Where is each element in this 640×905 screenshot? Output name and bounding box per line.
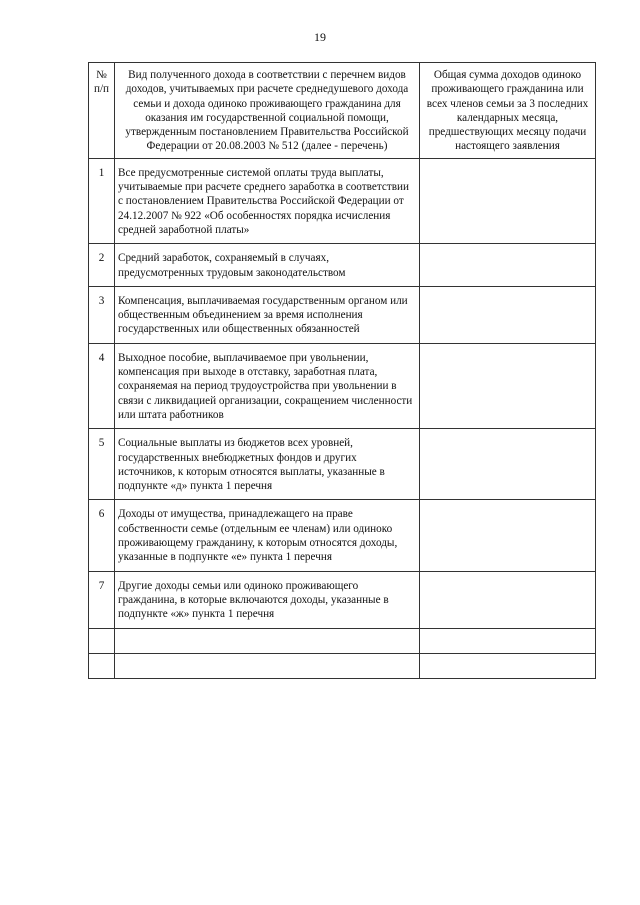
row-number: 4 [89,343,115,428]
row-number: 3 [89,286,115,343]
row-description: Доходы от имущества, принадлежащего на праве собственности семье (отдельным ее членам) или одиноко проживающему гражданину, к которым относятся доходы, указанные в подпункте «е» пункта 1 перечня [115,500,420,571]
page-number: 19 [314,30,326,44]
row-amount-cell[interactable] [420,571,596,628]
row-description: Социальные выплаты из бюджетов всех уровней, государственных внебюджетных фондов и других источников, к которым относятся выплаты, указанные в подпункте «д» пункта 1 перечня [115,429,420,500]
row-number: 7 [89,571,115,628]
row-description: Средний заработок, сохраняемый в случаях, предусмотренных трудовым законодательством [115,244,420,287]
row-description: Другие доходы семьи или одиноко проживающего гражданина, в которые включаются доходы, указанные в подпункте «ж» пункта 1 перечня [115,571,420,628]
row-amount-cell[interactable] [420,628,596,653]
table-row [89,571,596,628]
row-amount-cell[interactable] [420,244,596,287]
table-header-row [89,63,596,159]
header-number: № п/п [89,63,115,159]
table-row [89,500,596,571]
table-row [89,286,596,343]
row-amount-cell[interactable] [420,158,596,243]
table-row-empty [89,628,596,653]
row-amount-cell[interactable] [420,500,596,571]
row-number: 5 [89,429,115,500]
header-income-type: Вид полученного дохода в соответствии с перечнем видов доходов, учитываемых при расчете среднедушевого дохода семьи и дохода одиноко проживающего гражданина для оказания им государственной социальной помощи, утвержденным постановлением Правительства Российской Федерации от 20.08.2003 № 512 (далее - перечень) [115,63,420,159]
row-amount-cell[interactable] [420,286,596,343]
row-description[interactable] [115,653,420,678]
row-number: 2 [89,244,115,287]
row-amount-cell[interactable] [420,653,596,678]
row-amount-cell[interactable] [420,429,596,500]
row-amount-cell[interactable] [420,343,596,428]
header-total-sum: Общая сумма доходов одиноко проживающего гражданина или всех членов семьи за 3 последних календарных месяца, предшествующих месяцу подачи настоящего заявления [420,63,596,159]
income-table [88,62,596,679]
row-number[interactable] [89,653,115,678]
row-description: Компенсация, выплачиваемая государственным органом или общественным объединением за время исполнения государственных или общественных обязанностей [115,286,420,343]
row-description: Выходное пособие, выплачиваемое при увольнении, компенсация при выходе в отставку, заработная плата, сохраняемая на период трудоустройства при увольнении в связи с ликвидацией организации, сокращением численности или штата работников [115,343,420,428]
row-description[interactable] [115,628,420,653]
row-number[interactable] [89,628,115,653]
table-row [89,158,596,243]
table-row-empty [89,653,596,678]
row-description: Все предусмотренные системой оплаты труда выплаты, учитываемые при расчете среднего заработка в соответствии с постановлением Правительства Российской Федерации от 24.12.2007 № 922 «Об особенностях порядка исчисления средней заработной платы» [115,158,420,243]
row-number: 1 [89,158,115,243]
table-row [89,429,596,500]
table-row [89,244,596,287]
row-number: 6 [89,500,115,571]
table-row [89,343,596,428]
